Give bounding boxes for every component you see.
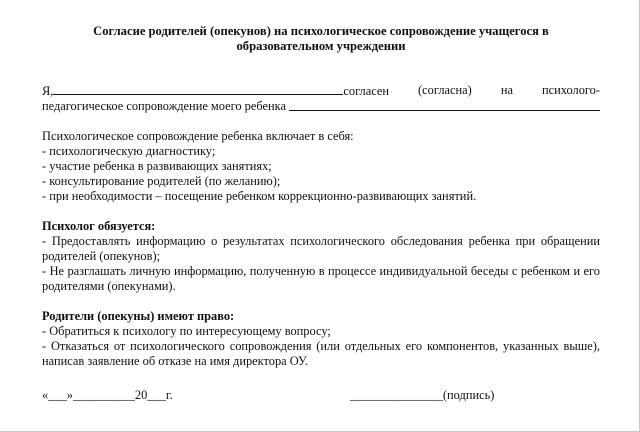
signature-field: _______________(подпись) <box>350 388 495 402</box>
section-includes <box>42 129 600 204</box>
intro-ya-group <box>42 83 389 99</box>
intro-agree: согласен <box>343 84 389 98</box>
intro-agree-alt: (согласна) <box>418 83 472 97</box>
section-psychologist-heading: Психолог обязуется: <box>42 219 156 233</box>
list-item: - Предоставлять информацию о результатах психологического обследования ребенка при обращении родителей (опекунов); <box>42 234 600 263</box>
list-item: - при необходимости – посещение ребенком коррекционно-развивающих занятий. <box>42 189 477 203</box>
date-field: «___»__________20___г. <box>42 388 173 402</box>
intro-line1 <box>42 83 600 99</box>
intro-line2 <box>42 99 600 114</box>
parent-name-blank <box>53 83 343 95</box>
intro-on: на <box>500 83 513 97</box>
child-name-blank <box>289 99 600 111</box>
intro-ya: Я, <box>42 84 54 98</box>
document-title-line2: образовательном учреждении <box>236 39 406 53</box>
list-item: - Обратиться к психологу по интересующему вопросу; <box>42 324 331 338</box>
list-item: - Не разглашать личную информацию, полученную в процессе индивидуальной беседы с ребенком и его родителями (опекунами). <box>42 264 600 293</box>
intro-psych: психолого- <box>542 83 600 97</box>
section-parents <box>42 309 600 369</box>
document-body <box>42 24 600 403</box>
signature-row <box>42 388 600 403</box>
section-parents-heading: Родители (опекуны) имеют право: <box>42 309 235 323</box>
intro-line2-text: педагогическое сопровождение моего ребенка <box>42 99 286 113</box>
list-item: - психологическую диагностику; <box>42 144 216 158</box>
list-item: - участие ребенка в развивающих занятиях; <box>42 159 272 173</box>
list-item: - консультирование родителей (по желанию); <box>42 174 281 188</box>
section-includes-intro: Психологическое сопровождение ребенка включает в себя: <box>42 129 354 143</box>
section-psychologist <box>42 219 600 294</box>
document-title-line1: Согласие родителей (опекунов) на психологическое сопровождение учащегося в <box>93 24 549 38</box>
list-item: - Отказаться от психологического сопровождения (или отдельных его компонентов, указанных выше), написав заявление об отказе на имя директора ОУ. <box>42 339 600 368</box>
